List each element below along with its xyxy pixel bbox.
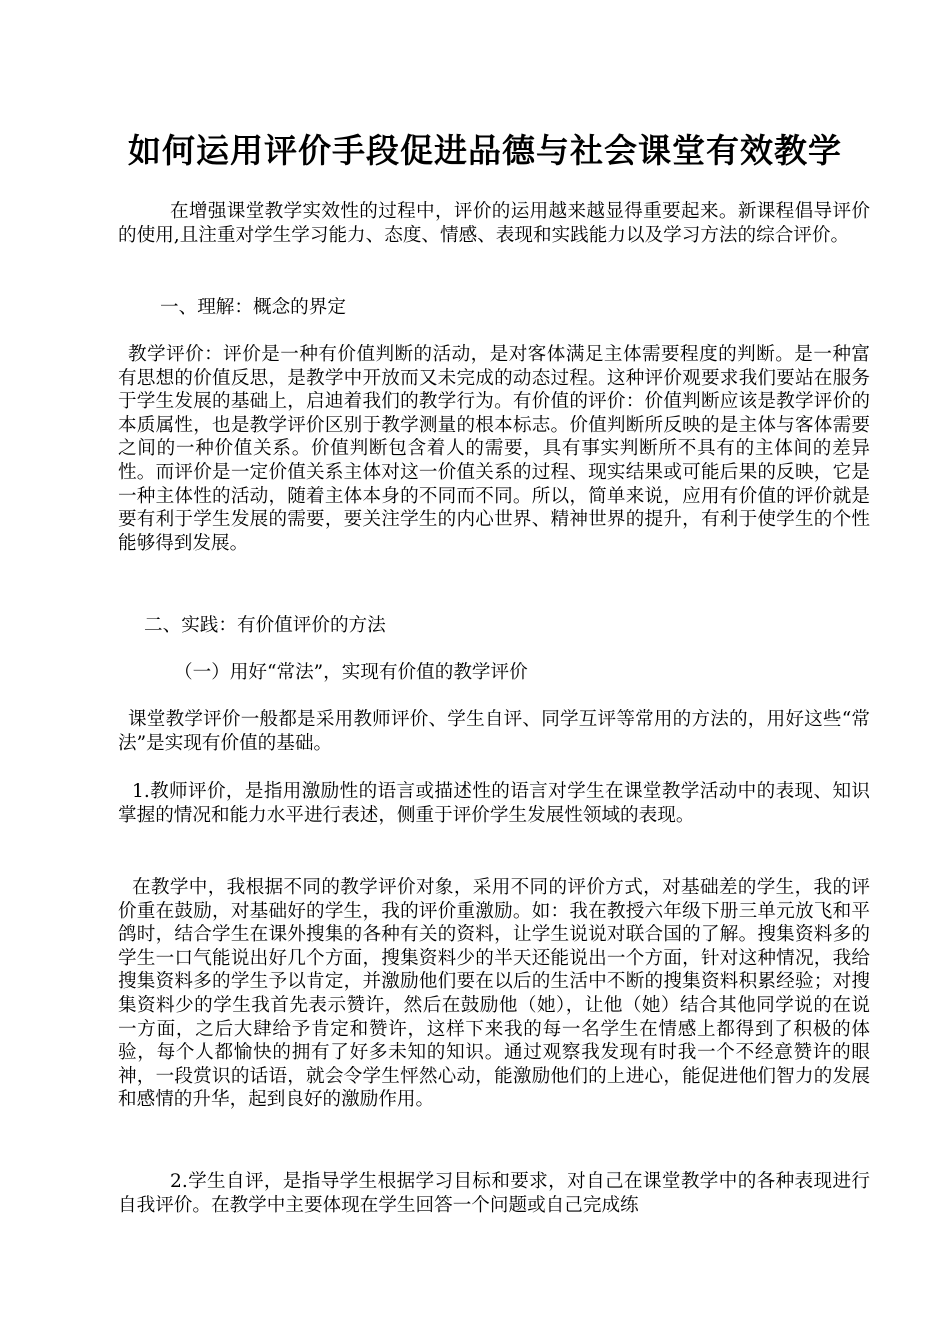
subsection-1-paragraph: 课堂教学评价一般都是采用教师评价、学生自评、同学互评等常用的方法的，用好这些“常法”是实现有价值的基础。 [118, 709, 870, 754]
item-1-paragraph: 1.教师评价，是指用激励性的语言或描述性的语言对学生在课堂教学活动中的表现、知识掌握的情况和能力水平进行表述，侧重于评价学生发展性领域的表现。 [118, 781, 870, 826]
item-2-paragraph: 2.学生自评，是指导学生根据学习目标和要求，对自己在课堂教学中的各种表现进行自我评价。在教学中主要体现在学生回答一个问题或自己完成练 [118, 1171, 870, 1216]
subsection-1-heading: （一）用好“常法”，实现有价值的教学评价 [174, 662, 528, 683]
section-2-heading: 二、实践：有价值评价的方法 [144, 615, 386, 636]
section-1-heading: 一、理解：概念的界定 [160, 297, 346, 318]
item-1-example-paragraph: 在教学中，我根据不同的教学评价对象，采用不同的评价方式，对基础差的学生，我的评价重在鼓励，对基础好的学生，我的评价重激励。如：我在教授六年级下册三单元放飞和平鸽时，结合学生在课外搜集的各种有关的资料，让学生说说对联合国的了解。搜集资料多的学生一口气能说出好几个方面，搜集资料少的半天还能说出一个方面，针对这种情况，我给搜集资料多的学生予以肯定，并激励他们要在以后的生活中不断的搜集资料积累经验；对搜集资料少的学生我首先表示赞许，然后在鼓励他（她），让他（她）结合其他同学说的在说一方面，之后大肆给予肯定和赞许，这样下来我的每一名学生在情感上都得到了积极的体验，每个人都愉快的拥有了好多未知的知识。通过观察我发现有时我一个不经意赞许的眼神，一段赏识的话语，就会令学生怦然心动，能激励他们的上进心，能促进他们智力的发展和感情的升华，起到良好的激励作用。 [118, 877, 870, 1111]
section-1-paragraph: 教学评价：评价是一种有价值判断的活动，是对客体满足主体需要程度的判断。是一种富有思想的价值反思，是教学中开放而又未完成的动态过程。这种评价观要求我们要站在服务于学生发展的基础上，启迪着我们的教学行为。有价值的评价：价值判断应该是教学评价的本质属性，也是教学评价区别于教学测量的根本标志。价值判断所反映的是主体与客体需要之间的一种价值关系。价值判断包含着人的需要，具有事实判断所不具有的主体间的差异性。而评价是一定价值关系主体对这一价值关系的过程、现实结果或可能后果的反映，它是一种主体性的活动，随着主体本身的不同而不同。所以，简单来说，应用有价值的评价就是要有利于学生发展的需要，要关注学生的内心世界、精神世界的提升，有利于使学生的个性能够得到发展。 [118, 344, 870, 554]
document-title: 如何运用评价手段促进品德与社会课堂有效教学 [128, 131, 842, 170]
intro-paragraph: 在增强课堂教学实效性的过程中，评价的运用越来越显得重要起来。新课程倡导评价的使用,且注重对学生学习能力、态度、情感、表现和实践能力以及学习方法的综合评价。 [118, 201, 870, 246]
